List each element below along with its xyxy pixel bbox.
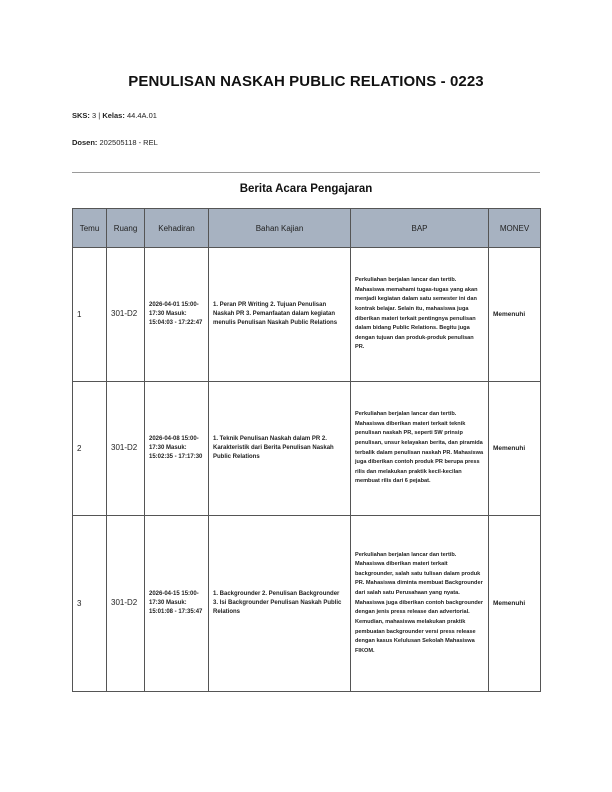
cell-ruang: 301-D2 — [107, 382, 145, 516]
cell-monev: Memenuhi — [489, 248, 541, 382]
table-row — [73, 516, 541, 692]
cell-kehadiran: 2026-04-08 15:00-17:30 Masuk: 15:02:35 - 17:17:30 — [145, 382, 209, 516]
cell-monev: Memenuhi — [489, 382, 541, 516]
teaching-record-table — [72, 208, 541, 692]
cell-temu: 2 — [73, 382, 107, 516]
header-temu: Temu — [73, 209, 107, 248]
cell-kehadiran: 2026-04-15 15:00-17:30 Masuk: 15:01:08 - 17:35:47 — [145, 516, 209, 692]
cell-ruang: 301-D2 — [107, 248, 145, 382]
header-bahan-kajian: Bahan Kajian — [209, 209, 351, 248]
cell-bahan-kajian: 1. Backgrounder 2. Penulisan Backgrounder 3. Isi Backgrounder Penulisan Naskah Public Relations — [209, 516, 351, 692]
cell-bahan-kajian: 1. Teknik Penulisan Naskah dalam PR 2. Karakteristik dari Berita Penulisan Naskah Public Relations — [209, 382, 351, 516]
header-ruang: Ruang — [107, 209, 145, 248]
sks-value: 3 — [92, 111, 97, 120]
course-info — [72, 111, 157, 120]
header-bap: BAP — [351, 209, 489, 248]
page-title: PENULISAN NASKAH PUBLIC RELATIONS - 0223 — [128, 73, 484, 90]
cell-bahan-kajian: 1. Peran PR Writing 2. Tujuan Penulisan Naskah PR 3. Pemanfaatan dalam kegiatan menulis Penulisan Naskah Public Relations — [209, 248, 351, 382]
sks-label: SKS: — [72, 111, 90, 120]
cell-bap: Perkuliahan berjalan lancar dan tertib. Mahasiswa memahami tugas-tugas yang akan menjadi kegiatan dalam satu semester ini dan kontrak belajar. Selain itu, mahasiswa juga diberikan materi terkait pentingnya penulisan dalam bidang Public Relations. Begitu juga dengan tujuan dan produk-produk penulisan PR. — [351, 248, 489, 382]
cell-ruang: 301-D2 — [107, 516, 145, 692]
table-header-row — [73, 209, 541, 248]
cell-temu: 1 — [73, 248, 107, 382]
section-title: Berita Acara Pengajaran — [239, 183, 373, 195]
header-kehadiran: Kehadiran — [145, 209, 209, 248]
divider — [72, 172, 540, 173]
kelas-value: 44.4A.01 — [126, 111, 157, 120]
cell-bap: Perkuliahan berjalan lancar dan tertib. Mahasiswa diberikan materi terkait backgrounder, salah satu tulisan dalam produk PR. Mahasiswa diminta membuat Backgrounder dari salah satu Perusahaan yang nyata. Mahasiswa juga diberikan contoh backgrounder dengan jenis press release dan advertorial. Kemudian, mahasiswa melakukan praktik pembuatan backgrounder versi press release dengan kasus Kelulusan Sekolah Mahasiswa FIKOM. — [351, 516, 489, 692]
cell-kehadiran: 2026-04-01 15:00-17:30 Masuk: 15:04:03 - 17:22:47 — [145, 248, 209, 382]
header-monev: MONEV — [489, 209, 541, 248]
cell-monev: Memenuhi — [489, 516, 541, 692]
cell-bap: Perkuliahan berjalan lancar dan tertib. Mahasiswa diberikan materi terkait teknik penulisan naskah PR, seperti 5W prinsip penulisan, unsur kelayakan berita, dan piramida terbalik dalam penulisan naskah PR. Mahasiswa juga diberikan contoh produk PR berupa press rilis dan melakukan praktik kecil-kecilan membuat rilis dari 6 pejabat. — [351, 382, 489, 516]
table-row — [73, 382, 541, 516]
dosen-value: 202505118 - REL — [99, 138, 158, 147]
table-row — [73, 248, 541, 382]
kelas-label: Kelas: — [102, 111, 125, 120]
cell-temu: 3 — [73, 516, 107, 692]
info-separator: | — [98, 111, 101, 120]
dosen-label: Dosen: — [72, 138, 98, 147]
lecturer-info — [72, 138, 158, 147]
